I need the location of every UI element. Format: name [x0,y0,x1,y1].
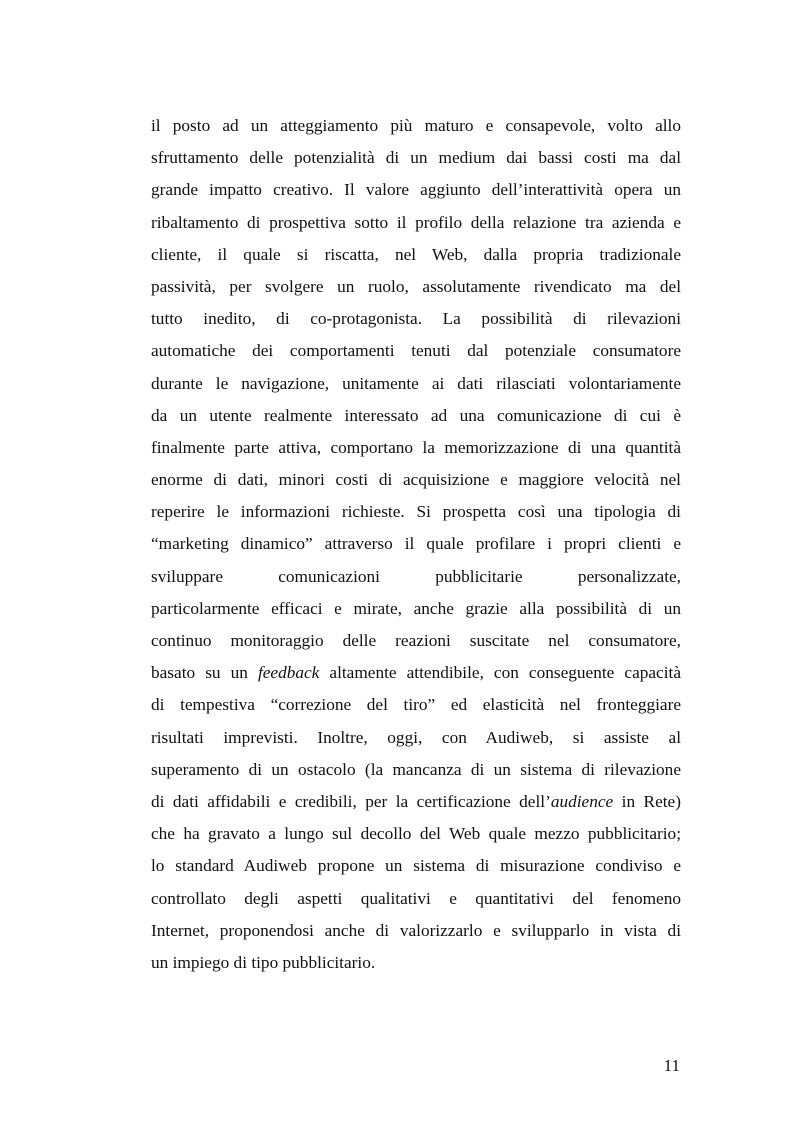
text-line: reperire le informazioni richieste. Si prospetta così una tipologia di [151,502,681,522]
text-line: sviluppare comunicazioni pubblicitarie personalizzate, [151,566,681,586]
text-line: ribaltamento di prospettiva sotto il profilo della relazione tra azienda e [151,212,681,232]
text-line: risultati imprevisti. Inoltre, oggi, con Audiweb, si assiste al [151,727,681,747]
text-line: di tempestiva “correzione del tiro” ed elasticità nel fronteggiare [151,695,681,715]
text-line: Internet, proponendosi anche di valorizzarlo e svilupparlo in vista di [151,920,681,940]
text-line: lo standard Audiweb propone un sistema di misurazione condiviso e [151,856,681,876]
text-segment: di dati affidabili e credibili, per la certificazione dell’ [151,791,551,811]
text-line: che ha gravato a lungo sul decollo del Web quale mezzo pubblicitario; [151,824,681,844]
text-line [151,657,681,689]
text-segment: altamente attendibile, con conseguente capacità [319,663,681,683]
text-line: un impiego di tipo pubblicitario. [151,952,376,972]
text-line: grande impatto creativo. Il valore aggiunto dell’interattività opera un [151,180,681,200]
text-line [151,786,681,818]
text-line: controllato degli aspetti qualitativi e quantitativi del fenomeno [151,888,681,908]
italic-term: feedback [257,663,320,683]
text-line: enorme di dati, minori costi di acquisizione e maggiore velocità nel [151,470,681,490]
text-line: durante le navigazione, unitamente ai dati rilasciati volontariamente [151,373,681,393]
text-line: finalmente parte attiva, comportano la memorizzazione di una quantità [151,437,681,457]
text-line: tutto inedito, di co-protagonista. La possibilità di rilevazioni [151,309,681,329]
text-line: superamento di un ostacolo (la mancanza di un sistema di rilevazione [151,759,681,779]
text-line: “marketing dinamico” attraverso il quale profilare i propri clienti e [151,534,681,554]
text-line: cliente, il quale si riscatta, nel Web, dalla propria tradizionale [151,244,681,264]
text-line: particolarmente efficaci e mirate, anche grazie alla possibilità di un [151,598,681,618]
text-line: automatiche dei comportamenti tenuti dal potenziale consumatore [151,341,681,361]
text-segment: basato su un [151,663,258,683]
italic-term: audience [550,791,614,811]
text-line: continuo monitoraggio delle reazioni suscitate nel consumatore, [151,631,681,650]
page-number: 11 [663,1056,680,1075]
text-line: da un utente realmente interessato ad una comunicazione di cui è [151,405,681,425]
body-paragraph [151,110,681,979]
text-line: passività, per svolgere un ruolo, assolutamente rivendicato ma del [151,276,681,296]
text-segment: in Rete) [613,791,681,811]
text-line: il posto ad un atteggiamento più maturo e consapevole, volto allo [151,116,681,135]
text-line: sfruttamento delle potenzialità di un medium dai bassi costi ma dal [151,148,681,168]
